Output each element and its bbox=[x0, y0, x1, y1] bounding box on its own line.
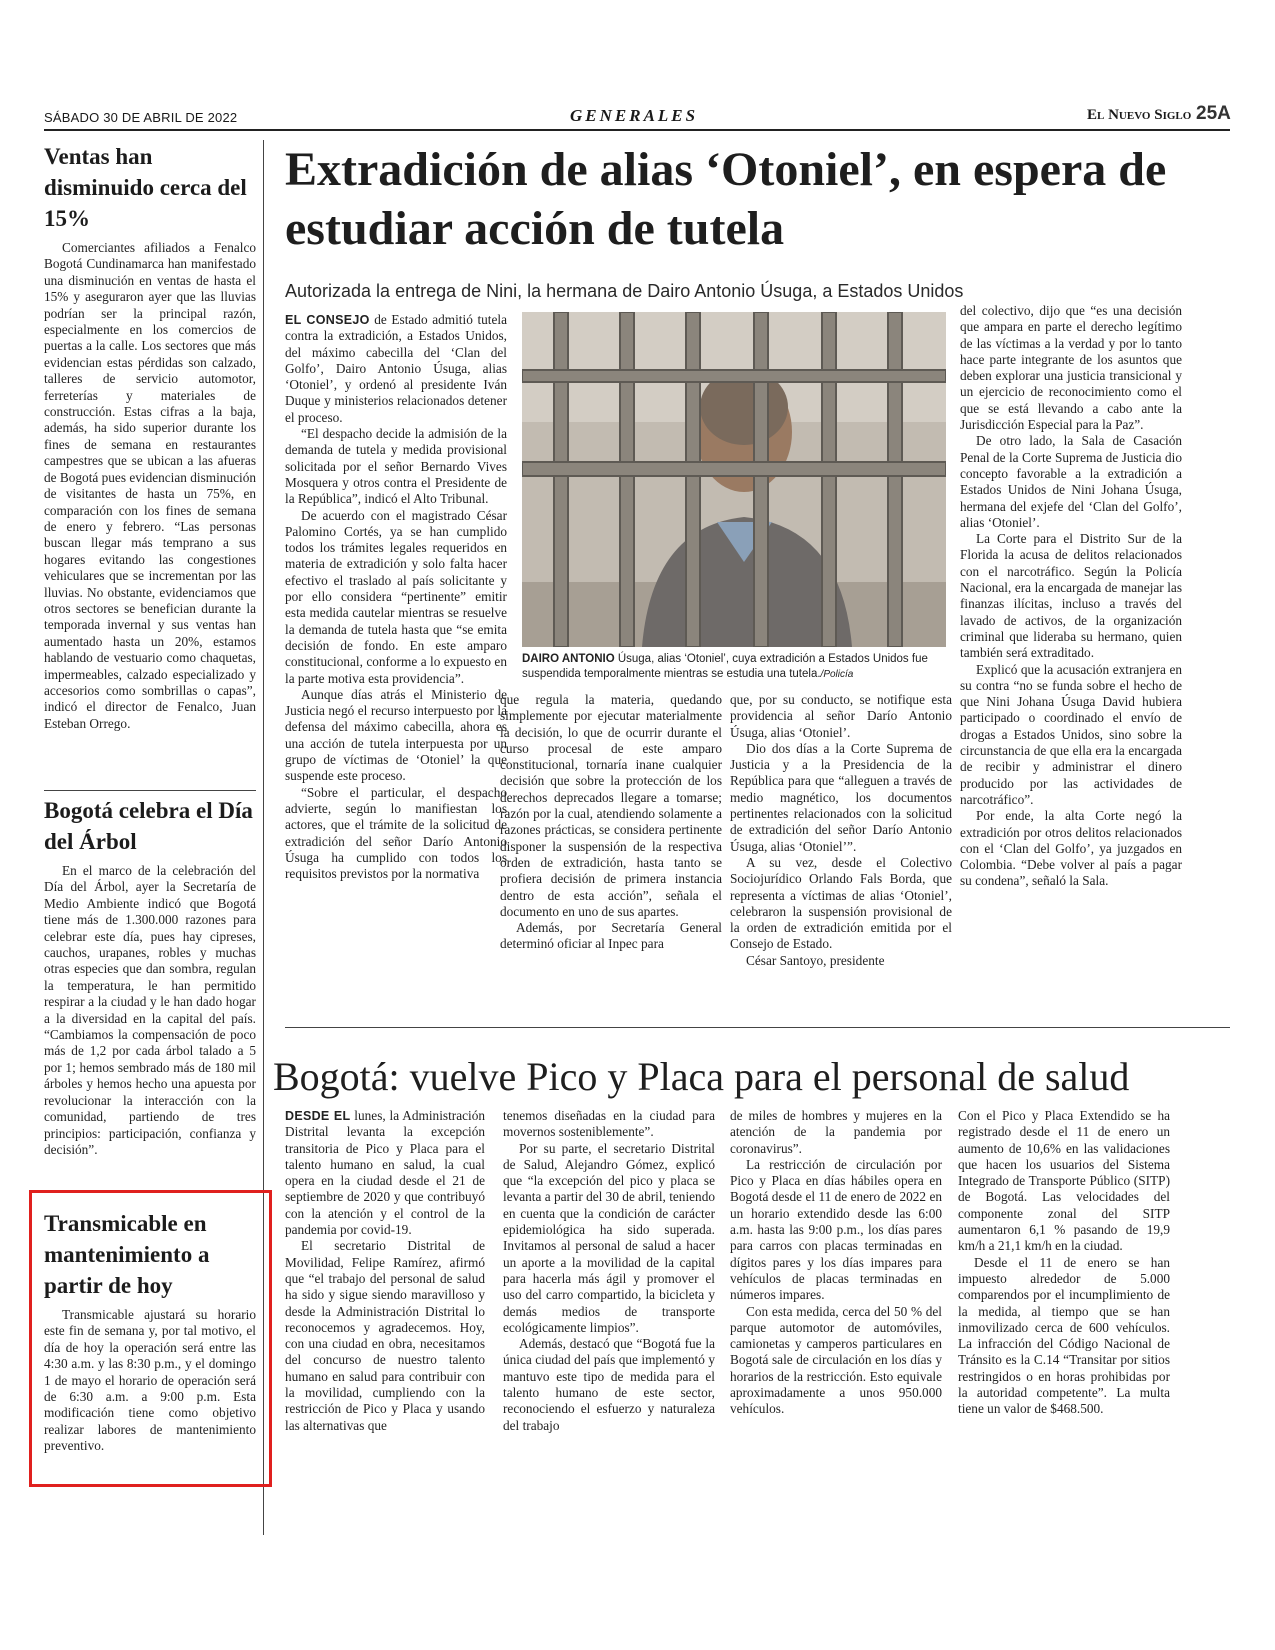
article2-column-3 bbox=[730, 1108, 942, 1488]
caption-lead: DAIRO ANTONIO bbox=[522, 653, 615, 665]
sidebar-story-tree-day bbox=[44, 795, 256, 1193]
newspaper-name: El Nuevo Siglo bbox=[1087, 107, 1192, 123]
paragraph: Con esta medida, cerca del 50 % del parque automotor de automóviles, camionetas y camperos particulares en Bogotá sale de circulación en los días y horarios de la restricción. Esto equivale aproximadamente a unos 950.000 vehículos. bbox=[730, 1303, 942, 1417]
paragraph: Dio dos días a la Corte Suprema de Justicia y a la Presidencia de la República para que “alleguen a través de medio magnético, los documentos pertinentes relacionados con la solicitud de extradición del señor Darío Antonio Úsuga, alias ‘Otoniel’”. bbox=[730, 740, 952, 854]
caption-text: Úsuga, alias ‘Otoniel’, cuya extradición a Estados Unidos fue suspendida temporalmente mientras se estudia una tutela. bbox=[522, 653, 928, 680]
otoniel-photo bbox=[522, 312, 946, 647]
paragraph: “El despacho decide la admisión de la demanda de tutela y medida provisional solicitada por el señor Bernardo Vives Mosquera y otros contra el Presidente de la República”, indicó el Alto Tribunal. bbox=[285, 426, 507, 507]
photo-credit: /Policía bbox=[820, 669, 854, 680]
article-divider bbox=[285, 1027, 1230, 1028]
sidebar-story-sales bbox=[44, 141, 256, 793]
paragraph: Por su parte, el secretario Distrital de Salud, Alejandro Gómez, explicó que “la excepción del pico y placa se levanta a partir del 30 de abril, teniendo en cuenta que la condición de carácter epidemiológica ha sido superada. Invitamos al personal de salud a hacer un aporte a la movilidad de la capital para hacerla más ágil y promover el uso del carro compartido, la bicicleta y demás medios de transporte ecológicamente limpios”. bbox=[503, 1140, 715, 1335]
paragraph: La restricción de circulación por Pico y Placa en días hábiles opera en Bogotá desde el 11 de enero de 2022 en un horario extendido desde las 6:00 a.m. hasta las 9:00 p.m., los días pares para carros con placas terminadas en dígitos pares y los días impares para vehículos de placas terminadas en números impares. bbox=[730, 1156, 942, 1303]
paragraph: “Sobre el particular, el despacho advierte, según lo manifiestan los actores, que el trámite de la solicitud de extradición del señor Darío Antonio Úsuga ha cumplido con todos los requisitos previstos por la normativa bbox=[285, 784, 507, 882]
issue-date: SÁBADO 30 DE ABRIL DE 2022 bbox=[44, 110, 238, 125]
sidebar-body: Comerciantes afiliados a Fenalco Bogotá Cundinamarca han manifestado una disminución en ventas de hasta el 15% y aseguraron ayer que las lluvias podrían ser la principal razón, especialmente en los comercios de puertas a la calle. Los sectores que más evidencian estas pérdidas son calzado, talleres de servicio automotor, ferreterías y materiales de construcción. Estas cifras a la baja, además, ha sido superior durante los fines de semana en restaurantes campestres que se ubican a las afueras de Bogotá pues evidencian disminución de visitantes de hasta un 75%, en comparación con los fines de semana de enero y febrero. “Las personas buscan llegar más temprano a sus hogares evitando las congestiones vehiculares que se incrementan por las lluvias. No obstante, evidenciamos que otros sectores se benefician durante la temporada invernal y sus ventas han aumentado hasta un 20%, estamos hablando de vestuario como chaquetas, impermeables, calzado especializado y accesorios como sombrillas o capas”, indicó el director de Fenalco, Juan Esteban Orrego. bbox=[44, 240, 256, 731]
paragraph: EL CONSEJO de Estado admitió tutela contra la extradición, a Estados Unidos, del máximo cabecilla del ‘Clan del Golfo’, Dairo Antonio Úsuga, alias ‘Otoniel’, y ordenó al presidente Iván Duque y ministerios relacionados detener el proceso. bbox=[285, 312, 507, 425]
lead-words: EL CONSEJO bbox=[285, 313, 370, 327]
paragraph: Explicó que la acusación extranjera en su contra “no se funda sobre el hecho de que Nini Johana Úsuga David hubiera participado o coordinado el envío de drogas a Estados Unidos, sino sobre la circunstancia de que ella era la encargada de recibir y administrar el dinero producido por las actividades de narcotráfico”. bbox=[960, 661, 1182, 807]
sidebar-title: Ventas han disminuido cerca del 15% bbox=[44, 144, 247, 231]
header-rule bbox=[44, 129, 1230, 131]
sidebar-body: Transmicable ajustará su horario este fin de semana y, por tal motivo, el día de hoy la operación será entre las 4:30 a.m. y las 8:30 p.m., y el domingo 1 de mayo el horario de operación será de 6:30 a.m. a 9:00 p.m. Esta modificación tiene como objetivo realizar labores de mantenimiento preventivo. bbox=[44, 1307, 256, 1454]
paragraph: DESDE EL lunes, la Administración Distrital levanta la excepción transitoria de Pico y Placa para el talento humano en salud, la cual opera en la ciudad desde el 21 de septiembre de 2020 y que contribuyó con la atención y el control de la pandemia por covid-19. bbox=[285, 1108, 485, 1238]
paragraph: A su vez, desde el Colectivo Sociojurídico Orlando Fals Borda, que representa a víctimas de alias ‘Otoniel’, celebraron la suspensión provisional de la orden de extradición emitida por el Consejo de Estado. bbox=[730, 854, 952, 952]
article2-column-2 bbox=[503, 1108, 715, 1488]
main-column-3 bbox=[730, 692, 952, 1020]
section-name: GENERALES bbox=[570, 106, 699, 125]
main-column-2 bbox=[500, 692, 722, 1020]
article2-column-1 bbox=[285, 1108, 485, 1488]
main-column-4 bbox=[960, 303, 1182, 1020]
paragraph: que regula la materia, quedando simplemente por ejecutar materialmente la decisión, lo que de ocurrir durante el curso procesal de este amparo constitucional, tornaría inane cualquier decisión que sobre la protección de los derechos deprecados llegare a tomarse; razón por la cual, atendiendo solamente a razones prácticas, se considera pertinente disponer la suspensión de la respectiva orden de extradición, hasta tanto se profiera decisión de primera instancia dentro de esta acción”, señala el documento en uno de sus apartes. bbox=[500, 692, 722, 919]
paragraph: La Corte para el Distrito Sur de la Florida la acusa de delitos relacionados con el narcotráfico. Según la Policía Nacional, era la encargada de manejar las finanzas ilícitas, incluso a través del lavado de activos, de la organización criminal que lideraba su hermano, quien también será extraditado. bbox=[960, 531, 1182, 661]
sidebar-body: En el marco de la celebración del Día del Árbol, ayer la Secretaría de Medio Ambiente indicó que Bogotá tiene más de 1.300.000 razones para celebrar este día, pues hay cipreses, cauchos, urapanes, robles y muchas otras especies que dan sombra, regulan la temperatura, le han permitido respirar a la ciudad y le han dado hogar a la diversidad en la capital del país. “Cambiamos la compensación de poco más de 1,2 por cada árbol talado a 5 por 1; hemos sembrado más de 180 mil árboles y hemos hecho una apuesta por revolucionar la interacción con la comunidad, partiendo de tres principios: participación, confianza y decisión”. bbox=[44, 863, 256, 1157]
main-column-1 bbox=[285, 312, 507, 1020]
paragraph: De otro lado, la Sala de Casación Penal de la Corte Suprema de Justicia dio concepto favorable a la extradición a Estados Unidos de Nini Johana Úsuga, hermana del exjefe del ‘Clan del Golfo’, alias ‘Otoniel’. bbox=[960, 433, 1182, 530]
paragraph: Además, destacó que “Bogotá fue la única ciudad del país que implementó y mantuvo este tipo de medida para el talento humano de este sector, reconociendo el esfuerzo y naturaleza del trabajo bbox=[503, 1336, 715, 1433]
prison-bars-illustration bbox=[522, 312, 946, 647]
lead-words: DESDE EL bbox=[285, 1109, 351, 1123]
main-headline: Extradición de alias ‘Otoniel’, en espera de estudiar acción de tutela bbox=[285, 143, 1167, 255]
paragraph: Con el Pico y Placa Extendido se ha registrado desde el 11 de enero un aumento de 10,6% en las validaciones que hacen los usuarios del Sistema Integrado de Transporte Público (SITP) de Bogotá. Las velocidades del componente zonal del SITP aumentaron 6,1 % pasando de 19,9 km/h a 21,1 km/h en la ciudad. bbox=[958, 1108, 1170, 1254]
paragraph: César Santoyo, presidente bbox=[746, 952, 885, 968]
page-number: 25A bbox=[1196, 103, 1231, 124]
paragraph: Desde el 11 de enero se han impuesto alrededor de 5.000 comparendos por el incumplimiento de la medida, al tiempo que se han inmovilizado cerca de 600 vehículos. La infracción del Código Nacional de Tránsito es la C.14 “Transitar por sitios restringidos o en horas prohibidas por la autoridad competente”. La multa tiene un valor de $468.500. bbox=[958, 1254, 1170, 1417]
article2-headline: Bogotá: vuelve Pico y Placa para el personal de salud bbox=[273, 1054, 1130, 1099]
paragraph: Por ende, la alta Corte negó la extradición por otros delitos relacionados con el ‘Clan del Golfo’, ya juzgados en Colombia. “Debe volver al país a pagar su condena”, señaló la Sala. bbox=[960, 808, 1182, 889]
paragraph: del colectivo, dijo que “es una decisión que ampara en parte el derecho legítimo de las víctimas a la verdad y por lo tanto hace parte integrante de los asuntos que deben explorar una justicia transicional y un ejercicio de reconocimiento como el que se está llevando a cabo ante la Jurisdicción Especial para la Paz”. bbox=[960, 303, 1182, 433]
paragraph: De acuerdo con el magistrado César Palomino Cortés, ya se han cumplido todos los trámites legales requeridos en materia de extradición y solo falta hacer efectivo el traslado al país solicitante y por ello considera “pertinente” emitir esta medida cautelar mientras se resuelve la demanda de tutela hasta que “se emita decisión de fondo. En este amparo constitucional, conforme a lo expuesto en la parte motiva esta providencia”. bbox=[285, 507, 507, 686]
article2-column-4 bbox=[958, 1108, 1170, 1488]
paragraph: de miles de hombres y mujeres en la atención de la pandemia por coronavirus”. bbox=[730, 1108, 942, 1156]
main-subhead: Autorizada la entrega de Nini, la hermana de Dairo Antonio Úsuga, a Estados Unidos bbox=[285, 281, 964, 301]
paragraph: que, por su conducto, se notifique esta providencia al señor Darío Antonio Úsuga, alias ‘Otoniel’. bbox=[730, 692, 952, 740]
paragraph: Además, por Secretaría General determinó oficiar al Inpec para bbox=[500, 920, 722, 952]
paragraph: El secretario Distrital de Movilidad, Felipe Ramírez, afirmó que “el trabajo del personal de salud ha sido y sigue siendo maravilloso y desde la Administración Distrital lo reconocemos y agradecemos. Hoy, con una ciudad en obra, necesitamos del concurso de nuestro talento humano en salud para contribuir con la movilidad, cumpliendo con la restricción de Pico y Placa y usando las alternativas que bbox=[285, 1238, 485, 1433]
photo-caption bbox=[522, 652, 946, 682]
sidebar-title: Bogotá celebra el Día del Árbol bbox=[44, 798, 253, 854]
highlight-box bbox=[29, 1190, 272, 1487]
paragraph: Aunque días atrás el Ministerio de Justicia negó el recurso interpuesto por la defensa del máximo cabecilla, ahora es una acción de tutela interpuesta por un grupo de víctimas de ‘Otoniel’ la que suspende este proceso. bbox=[285, 686, 507, 784]
paragraph: tenemos diseñadas en la ciudad para movernos sosteniblemente”. bbox=[503, 1108, 715, 1140]
sidebar-title: Transmicable en mantenimiento a partir de hoy bbox=[44, 1211, 210, 1298]
